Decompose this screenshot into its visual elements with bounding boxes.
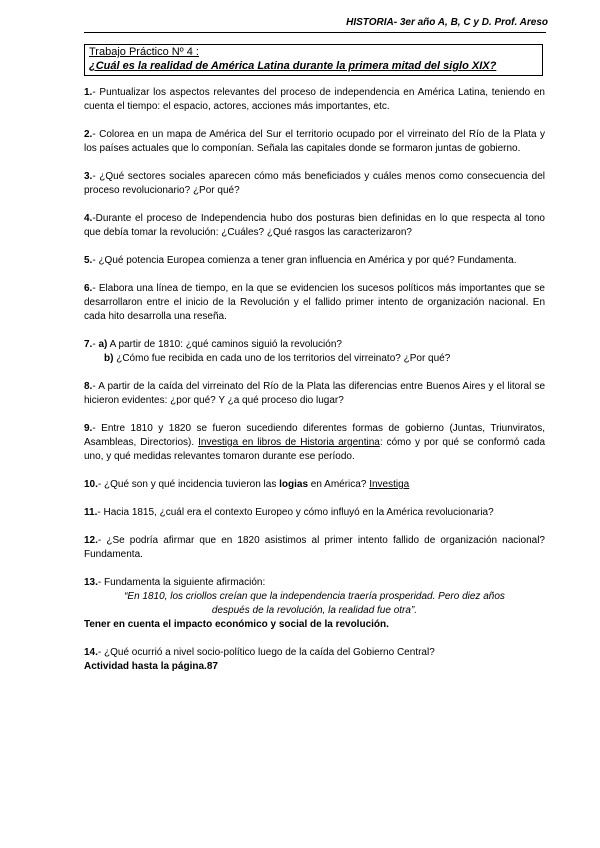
- question-number: 10.: [84, 479, 98, 490]
- question-6: [84, 282, 545, 324]
- question-1: [84, 86, 545, 114]
- question-text: - ¿Qué potencia Europea comienza a tener gran influencia en América y por qué? Fundamenta.: [92, 255, 517, 266]
- question-text: - ¿Qué ocurrió a nivel socio-político luego de la caída del Gobierno Central?: [97, 647, 435, 658]
- question-text: - Fundamenta la siguiente afirmación:: [97, 577, 266, 588]
- question-number: 9.: [84, 423, 93, 434]
- question-13: [84, 576, 545, 632]
- question-number: 4.: [84, 213, 93, 224]
- underlined-instruction: Investiga: [369, 479, 410, 490]
- question-number: 2.: [84, 129, 93, 140]
- question-14: [84, 646, 545, 674]
- questions-list: [84, 86, 545, 688]
- question-7a: 7.- a) A partir de 1810: ¿qué caminos siguió la revolución?: [84, 339, 342, 350]
- question-text: ¿Cómo fue recibida en cada uno de los territorios del virreinato? ¿Por qué?: [113, 353, 451, 364]
- question-text: - ¿Qué son y qué incidencia tuvieron las: [97, 479, 280, 490]
- title-box: [84, 44, 543, 76]
- question-12: [84, 534, 545, 562]
- question-text: - ¿Qué sectores sociales aparecen cómo más beneficiados y cuáles menos como consecuencia del proceso revolucionario? ¿Por qué?: [84, 171, 545, 196]
- question-text: - Entre 1810 y 1820 se fueron sucediendo diferentes formas de gobierno (Juntas, Triunviratos, Asambleas, Directorios).: [84, 423, 545, 448]
- subquestion-label: a): [98, 339, 108, 350]
- question-7b: [84, 352, 545, 366]
- document-header: HISTORIA- 3er año A, B, C y D. Prof. Areso: [346, 17, 548, 28]
- question-9: [84, 422, 545, 464]
- question-text: - Colorea en un mapa de América del Sur el territorio ocupado por el virreinato del Río de la Plata y los países actuales que lo componían. Señala las capitales donde se formaron juntas de gobierno.: [84, 129, 545, 154]
- underlined-instruction: Investiga en libros de Historia argentina: [198, 437, 380, 448]
- question-text: en América?: [308, 479, 370, 490]
- header-divider: [84, 32, 546, 33]
- question-11: [84, 506, 545, 520]
- question-number: 3.: [84, 171, 93, 182]
- question-number: 8.: [84, 381, 93, 392]
- question-number: 6.: [84, 283, 93, 294]
- question-10: [84, 478, 545, 492]
- question-text: -Durante el proceso de Independencia hubo dos posturas bien definidas en lo que respecta al tono que debía tomar la revolución: ¿Cuáles? ¿Qué rasgos las caracterizaron?: [84, 213, 545, 238]
- question-number: 14.: [84, 647, 98, 658]
- question-text: - A partir de la caída del virreinato del Río de la Plata las diferencias entre Buenos Aires y el litoral se hicieron evidentes: ¿por qué? Y ¿a qué proceso dio lugar?: [84, 381, 545, 406]
- question-5: [84, 254, 545, 268]
- question-4: [84, 212, 545, 240]
- question-number: 5.: [84, 255, 93, 266]
- activity-note: Actividad hasta la página.87: [84, 661, 218, 672]
- question-text: : cómo y por qué se conformó cada uno, y qué medidas relevantes tomaron durante ese período.: [84, 437, 546, 462]
- instruction-note: Tener en cuenta el impacto económico y social de la revolución.: [84, 619, 389, 630]
- question-8: [84, 380, 545, 408]
- subquestion-label: b): [104, 353, 114, 364]
- question-number: 1.: [84, 87, 93, 98]
- question-text: - ¿Se podría afirmar que en 1820 asistimos al primer intento fallido de organización nacional? Fundamenta.: [84, 535, 545, 560]
- assignment-question: ¿Cuál es la realidad de América Latina durante la primera mitad del siglo XIX?: [89, 60, 497, 72]
- bold-term: logias: [279, 479, 309, 490]
- quotation: “En 1810, los criollos creían que la independencia traería prosperidad. Pero diez años después de la revolución, la realidad fue otra”.: [124, 591, 505, 616]
- question-7: [84, 338, 545, 366]
- question-3: [84, 170, 545, 198]
- assignment-label: Trabajo Práctico Nº 4 :: [89, 46, 199, 58]
- question-2: [84, 128, 545, 156]
- question-number: 11.: [84, 507, 98, 518]
- question-number: 13.: [84, 577, 98, 588]
- question-text: - Hacia 1815, ¿cuál era el contexto Europeo y cómo influyó en la América revolucionaria?: [97, 507, 494, 518]
- question-number: 7.: [84, 339, 93, 350]
- question-text: - Puntualizar los aspectos relevantes del proceso de independencia en América Latina, teniendo en cuenta el tiempo: el espacio, actores, acciones más importantes, etc.: [84, 87, 545, 112]
- question-number: 12.: [84, 535, 98, 546]
- question-text: A partir de 1810: ¿qué caminos siguió la revolución?: [107, 339, 342, 350]
- question-text: - Elabora una línea de tiempo, en la que se evidencien los sucesos políticos más importantes que se desarrollaron entre el inicio de la Revolución y el fallido primer intento de organización nacional. En cada hito desarrolla una reseña.: [84, 283, 545, 322]
